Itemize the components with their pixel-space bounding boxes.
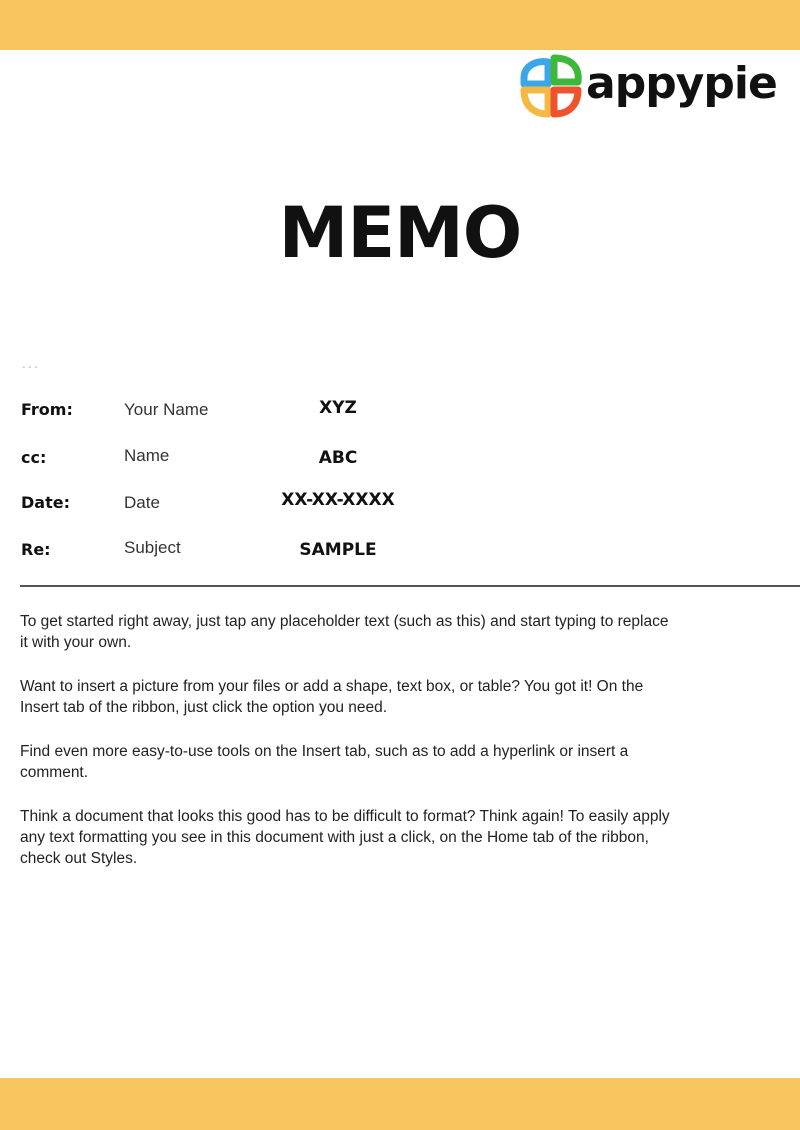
appypie-logo-icon [518, 54, 584, 120]
cropped-text-fragment: - - - [22, 362, 38, 373]
text-line: Insert tab of the ribbon, just click the option you need. [20, 699, 388, 716]
text-line: it with your own. [20, 634, 132, 651]
divider [20, 585, 800, 587]
field-label: cc: [21, 448, 47, 467]
logo-wordmark: appypie [586, 57, 777, 109]
text-line: comment. [20, 764, 89, 781]
field-placeholder: Subject [124, 538, 181, 557]
field-row-date [0, 490, 800, 517]
paragraph [20, 676, 800, 718]
field-label: Date: [21, 493, 70, 512]
field-value: ABC [318, 448, 358, 468]
text-line: check out Styles. [20, 850, 138, 867]
text-line: To get started right away, just tap any placeholder text (such as this) and start typing to replace [20, 613, 669, 630]
field-placeholder: Your Name [124, 400, 209, 419]
field-placeholder: Date [124, 493, 160, 512]
text-line: Find even more easy-to-use tools on the Insert tab, such as to add a hyperlink or insert a [20, 743, 629, 760]
field-row-cc [0, 448, 800, 472]
text-line: Want to insert a picture from your files or add a shape, text box, or table? You got it! On the [20, 678, 644, 695]
text-line: any text formatting you see in this document with just a click, on the Home tab of the ribbon, [20, 829, 649, 846]
top-banner [0, 0, 800, 50]
field-value: SAMPLE [299, 540, 377, 560]
field-value: XX-XX-XXXX [281, 490, 395, 510]
memo-body [20, 611, 800, 892]
memo-title: MEMO [278, 192, 522, 274]
appypie-logo [518, 54, 777, 120]
text-line: Think a document that looks this good has to be difficult to format? Think again! To easily apply [20, 808, 670, 825]
field-row-re [0, 540, 800, 564]
field-row-from [0, 400, 800, 424]
paragraph [20, 611, 800, 653]
field-label: Re: [21, 540, 51, 559]
field-value: XYZ [319, 398, 357, 418]
paragraph [20, 806, 800, 869]
paragraph [20, 741, 800, 783]
field-placeholder: Name [124, 446, 170, 465]
field-label: From: [21, 400, 73, 419]
bottom-banner [0, 1078, 800, 1130]
